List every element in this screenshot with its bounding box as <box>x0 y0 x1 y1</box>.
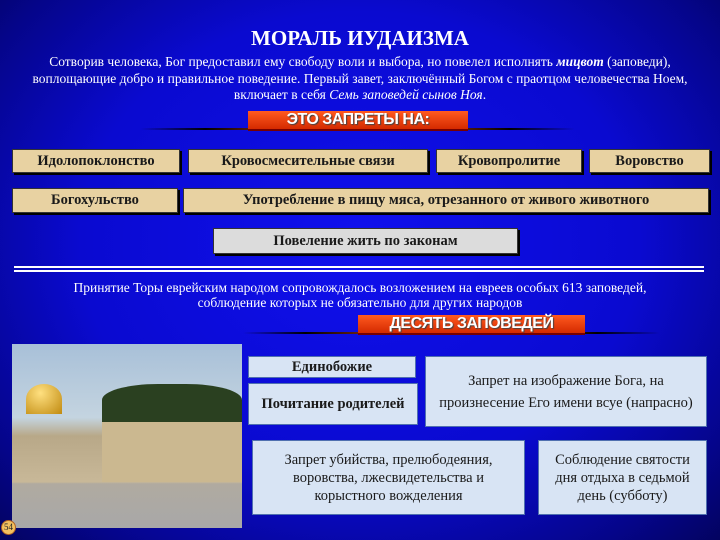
dome-shape <box>26 384 62 414</box>
page-number: 54 <box>1 520 16 535</box>
double-divider <box>14 266 704 272</box>
prohibition-box: Богохульство <box>12 188 178 213</box>
intro-term: мицвот <box>556 54 604 69</box>
prohibition-box: Кровопролитие <box>436 149 582 173</box>
wall-shape <box>102 422 242 482</box>
intro-text: (заповеди), воплощающие добро и правильное поведение. Первый завет, заключённый Богом с праотцом человечества Ноем, включает в себя <box>32 54 688 102</box>
commandment-box: Запрет убийства, прелюбодеяния, воровства, лжесвидетельства и корыстного вожделения <box>252 440 525 515</box>
prohibition-box: Идолопоклонство <box>12 149 180 173</box>
intro-paragraph <box>20 54 700 104</box>
command-box: Повеление жить по законам <box>213 228 518 254</box>
banner-prohibitions: ЭТО ЗАПРЕТЫ НА: <box>248 111 468 131</box>
intro-text: Сотворив человека, Бог предоставил ему свободу воли и выбора, но повелел исполнять <box>49 54 557 69</box>
page-title: МОРАЛЬ ИУДАИЗМА <box>251 26 469 50</box>
intro-emphasis: Семь заповедей сынов Ноя <box>329 87 483 102</box>
torah-paragraph: Принятие Торы еврейским народом сопровождалось возложением на евреев особых 613 заповедей, соблюдение которых не обязательно для других народов <box>73 280 647 310</box>
western-wall-photo <box>12 344 242 528</box>
prohibition-box: Воровство <box>589 149 710 173</box>
prohibition-box: Кровосмесительные связи <box>188 149 428 173</box>
trees-shape <box>102 384 242 424</box>
intro-text: . <box>482 87 487 102</box>
commandment-box: Единобожие <box>248 356 416 378</box>
commandment-box: Соблюдение святости дня отдыха в седьмой день (субботу) <box>538 440 707 515</box>
commandment-box: Запрет на изображение Бога, на произнесение Его имени всуе (напрасно) <box>425 356 707 427</box>
commandment-box: Почитание родителей <box>248 383 418 425</box>
banner-ten-commandments: ДЕСЯТЬ ЗАПОВЕДЕЙ <box>358 315 585 335</box>
prohibition-box: Употребление в пищу мяса, отрезанного от живого животного <box>183 188 709 213</box>
